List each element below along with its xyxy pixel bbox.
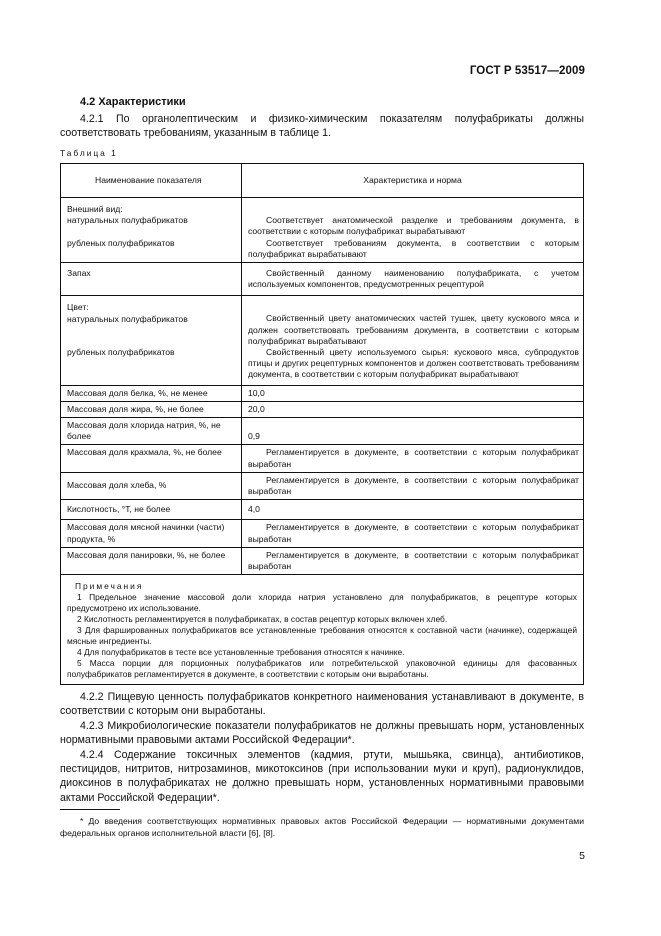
page-number: 5 xyxy=(579,850,585,862)
table-row xyxy=(61,401,584,417)
indicator-label: Кислотность, °Т, не более xyxy=(61,500,242,520)
indicator-sublabel: натуральных полуфабрикатов xyxy=(67,313,188,324)
norm-value: Регламентируется в документе, в соответствии с которым полуфабрикат выработан xyxy=(242,547,584,574)
norm-value: 10,0 xyxy=(242,385,584,401)
indicator-sublabel: рубленых полуфабрикатов xyxy=(67,346,175,357)
norm-cell xyxy=(242,198,584,263)
document-id: ГОСТ Р 53517—2009 xyxy=(469,65,585,77)
indicator-sublabel: рубленых полуфабрикатов xyxy=(67,237,175,248)
norm-value: 4,0 xyxy=(242,500,584,520)
paragraph-4-2-4: 4.2.4 Содержание токсичных элементов (кадмия, ртути, мышьяка, свинца), антибиотиков, пестицидов, нитритов, нитрозаминов, микотоксинов (при использовании муки и круп), радионуклидов, диоксинов в полуфабрикатах не должно превышать норм, установленных нормативными правовыми актами Российской Федерации*. xyxy=(60,749,584,804)
norm-value: 20,0 xyxy=(242,401,584,417)
indicator-label: Массовая доля белка, %, не менее xyxy=(61,385,242,401)
paragraph-4-2-3: 4.2.3 Микробиологические показатели полуфабрикатов не должны превышать норм, установленных нормативными правовыми актами Российской Федерации*. xyxy=(60,720,584,747)
footnote-divider xyxy=(60,809,120,810)
paragraph-4-2-2: 4.2.2 Пищевую ценность полуфабрикатов конкретного наименования устанавливают в документе, в соответствии с которым они выработаны. xyxy=(60,691,584,718)
indicator-cell xyxy=(61,263,242,296)
notes-cell xyxy=(61,575,584,685)
indicator-label: Массовая доля хлеба, % xyxy=(61,472,242,499)
indicator-label: Внешний вид: xyxy=(67,204,123,215)
table-row-appearance xyxy=(61,198,584,263)
norm-text: Соответствует анатомической разделке и требованиям документа, в соответствии с которым полуфабрикат вырабатывают xyxy=(248,215,579,237)
norm-value: 0,9 xyxy=(242,418,584,445)
table-row xyxy=(61,418,584,445)
table-row xyxy=(61,445,584,472)
note-item: 5 Масса порции для порционных полуфабрикатов или потребительской упаковочной единицы для фасованных полуфабрикатов регламентируется в документе, в соответствии с которым они выработаны. xyxy=(67,658,577,680)
indicator-label: Цвет: xyxy=(67,302,89,313)
indicator-label: Массовая доля мясной начинки (части) продукта, % xyxy=(61,520,242,547)
indicator-sublabel: натуральных полуфабрикатов xyxy=(67,215,188,226)
table-row xyxy=(61,547,584,574)
indicator-label: Массовая доля крахмала, %, не более xyxy=(61,445,242,472)
norm-value: Регламентируется в документе, в соответствии с которым полуфабрикат выработан xyxy=(242,472,584,499)
section-title: 4.2 Характеристики xyxy=(80,96,186,108)
indicator-cell xyxy=(61,198,242,263)
table-row xyxy=(61,500,584,520)
paragraph-4-2-1: 4.2.1 По органолептическим и физико-химическим показателям полуфабрикаты должны соответствовать требованиям, указанным в таблице 1. xyxy=(60,113,584,140)
note-item: 4 Для полуфабрикатов в тесте все установленные требования относятся к начинке. xyxy=(77,647,405,658)
note-item: 3 Для фаршированных полуфабрикатов все установленные требования относятся к составной части (начинке), содержащей мясные ингредиенты. xyxy=(67,625,577,647)
table-row xyxy=(61,520,584,547)
indicator-label: Массовая доля жира, %, не более xyxy=(61,401,242,417)
column-header-norm: Характеристика и норма xyxy=(242,164,584,198)
table-header-row xyxy=(61,164,584,198)
norm-text: Свойственный цвету используемого сырья: кускового мяса, субпродуктов птицы и других рецептурных компонентов и должен соответствовать требованиям документа, в соответствии с которым полуфабрикат вырабатывают xyxy=(248,347,579,380)
indicator-label: Массовая доля хлорида натрия, %, не более xyxy=(61,418,242,445)
norm-value: Регламентируется в документе, в соответствии с которым полуфабрикат выработан xyxy=(242,445,584,472)
footnote: * До введения соответствующих нормативных правовых актов Российской Федерации — нормативными документами федеральных органов исполнительной власти [6], [8]. xyxy=(60,816,584,838)
table-row xyxy=(61,385,584,401)
table-row xyxy=(61,472,584,499)
note-item: 2 Кислотность регламентируется в полуфабрикатах, в состав рецептур которых включен хлеб. xyxy=(77,614,448,625)
characteristics-table xyxy=(60,163,584,685)
norm-cell xyxy=(242,263,584,296)
notes-title: Примечания xyxy=(75,581,144,592)
norm-text: Свойственный данному наименованию полуфабриката, с учетом используемых компонентов, предусмотренных рецептурой xyxy=(248,268,579,290)
table-notes-row xyxy=(61,575,584,685)
indicator-label: Запах xyxy=(67,268,91,279)
norm-cell xyxy=(242,296,584,385)
table-row-smell xyxy=(61,263,584,296)
indicator-label: Массовая доля панировки, %, не более xyxy=(61,547,242,574)
norm-value: Регламентируется в документе, в соответствии с которым полуфабрикат выработан xyxy=(242,520,584,547)
table-caption: Таблица 1 xyxy=(60,148,118,158)
column-header-name: Наименование показателя xyxy=(61,164,242,198)
indicator-cell xyxy=(61,296,242,385)
note-item: 1 Предельное значение массовой доли хлорида натрия установлено для полуфабрикатов, в рецептуре которых предусмотрено их использование. xyxy=(67,592,577,614)
table-row-color xyxy=(61,296,584,385)
norm-text: Свойственный цвету анатомических частей тушек, цвету кускового мяса и должен соответствовать требованиям документа, в соответствии с которым полуфабрикат вырабатывают xyxy=(248,313,579,346)
norm-text: Соответствует требованиям документа, в соответствии с которым полуфабрикат вырабатывают xyxy=(248,237,579,259)
